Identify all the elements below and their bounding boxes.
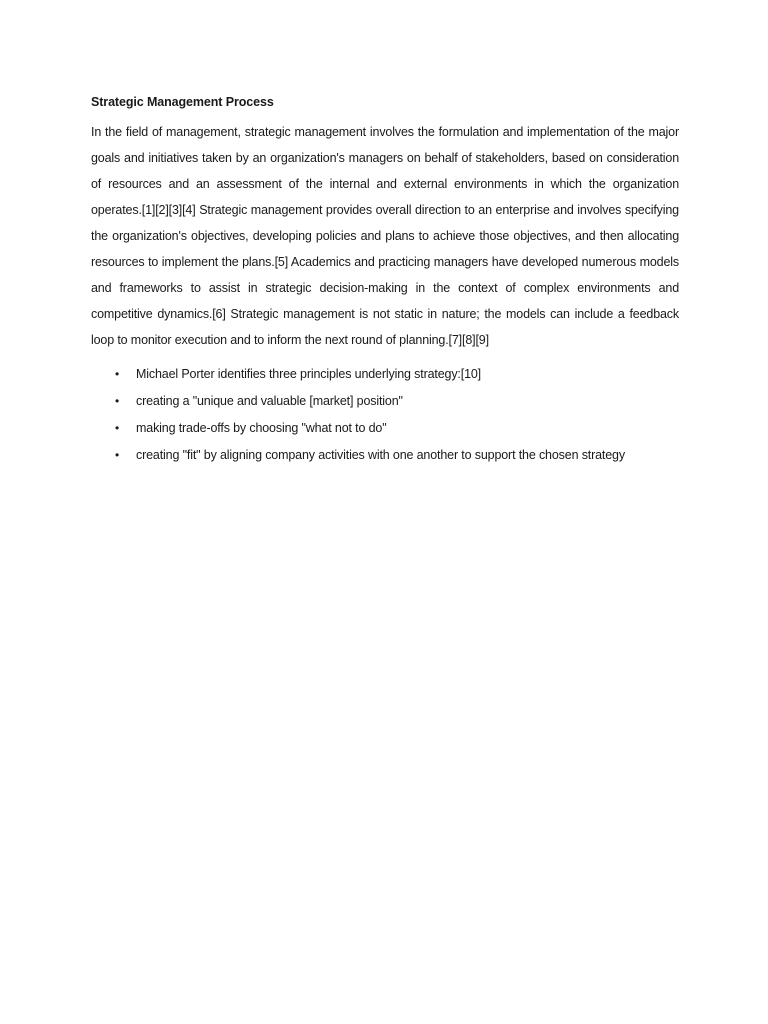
bullet-icon: • <box>115 421 120 435</box>
body-paragraph: In the field of management, strategic management involves the formulation and implementation of the major goals and initiatives taken by an organization's managers on behalf of stakeholders, based on consideration of resources and an assessment of the internal and external environments in which the organization operates.[1][2][3][4] Strategic management provides overall direction to an enterprise and involves specifying the organization's objectives, developing policies and plans to achieve those objectives, and then allocating resources to implement the plans.[5] Academics and practicing managers have developed numerous models and frameworks to assist in strategic decision-making in the context of complex environments and competitive dynamics.[6] Strategic management is not static in nature; the models can include a feedback loop to monitor execution and to inform the next round of planning.[7][8][9] <box>91 125 679 347</box>
document-content <box>91 93 679 469</box>
bullet-item <box>91 361 679 388</box>
bullet-item <box>91 415 679 442</box>
bullet-item <box>91 442 679 469</box>
bullet-icon: • <box>115 394 120 408</box>
bullet-text: making trade-offs by choosing "what not to do" <box>136 421 387 435</box>
bullet-text: creating a "unique and valuable [market] position" <box>136 394 403 408</box>
bullet-item <box>91 388 679 415</box>
bullet-text: creating "fit" by aligning company activities with one another to support the chosen strategy <box>136 448 625 462</box>
document-title: Strategic Management Process <box>91 95 274 109</box>
bullet-icon: • <box>115 448 120 462</box>
bullet-icon: • <box>115 367 120 381</box>
bullet-text: Michael Porter identifies three principles underlying strategy:[10] <box>136 367 481 381</box>
bullet-list <box>91 361 679 469</box>
